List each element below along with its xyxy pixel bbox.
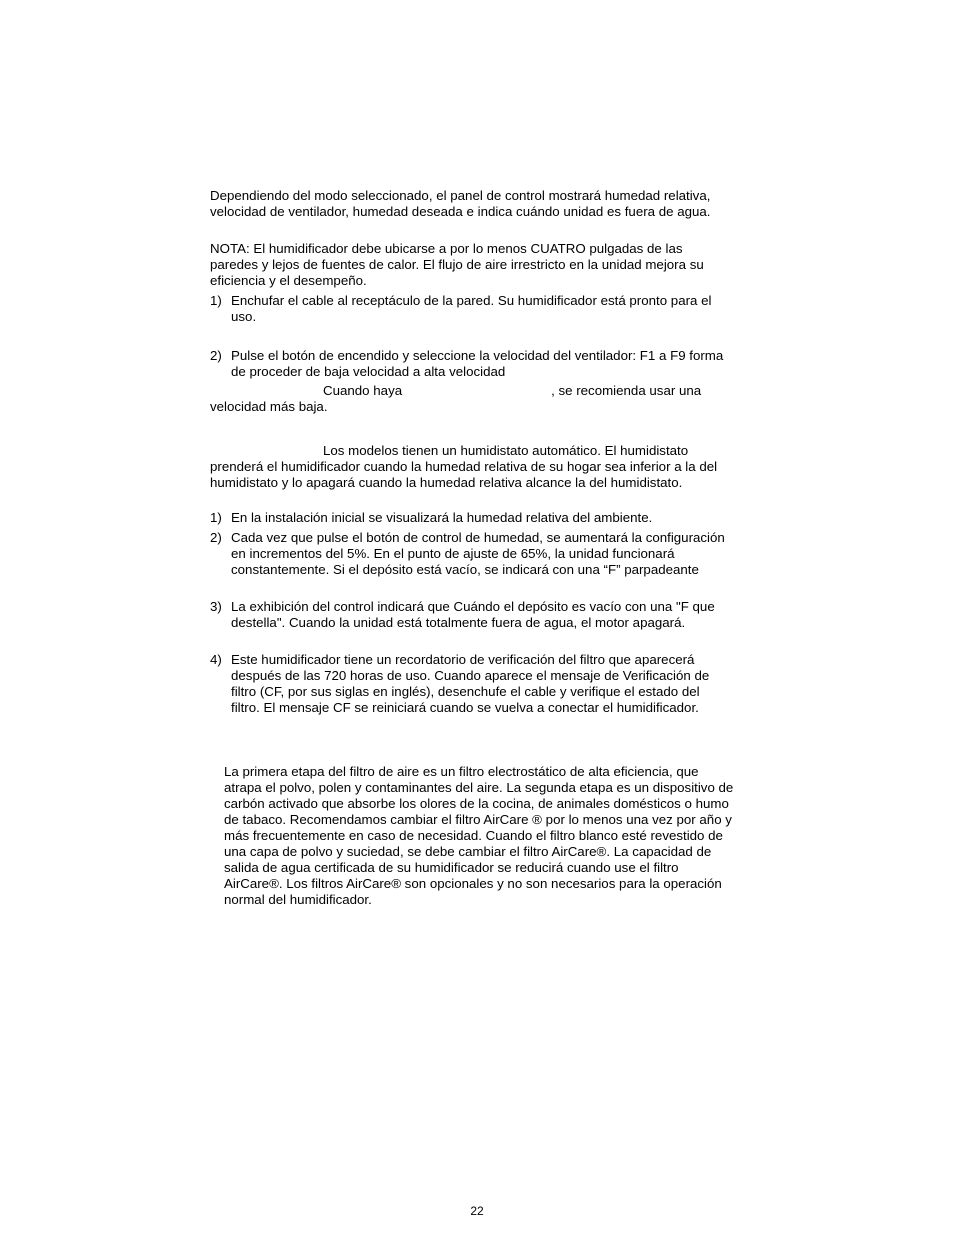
step-number: 2) bbox=[210, 530, 222, 545]
placement-note-paragraph: NOTA: El humidificador debe ubicarse a por lo menos CUATRO pulgadas de las paredes y lejos de fuentes de calor. El flujo de aire irrestricto en la unidad mejora su eficiencia y el desempeño. bbox=[210, 241, 704, 288]
step-text: Este humidificador tiene un recordatorio de verificación del filtro que aparecerá después de las 720 horas de uso. Cuando aparece el mensaje de Verificación de filtro (CF, por sus siglas en inglés), desenchufe el cable y verifique el estado del filtro. El mensaje CF se reiniciará cuando se vuelva a conectar el humidificador. bbox=[231, 652, 710, 715]
step-text: La exhibición del control indicará que Cuándo el depósito es vacío con una "F que destella". Cuando la unidad está totalmente fuera de agua, el motor apagará. bbox=[231, 599, 715, 630]
low-speed-note-part2: , se recomienda usar una bbox=[551, 383, 702, 398]
step-number: 2) bbox=[210, 348, 222, 363]
step-number: 3) bbox=[210, 599, 222, 614]
page-number: 22 bbox=[470, 1204, 484, 1218]
humidistat-step-4 bbox=[210, 652, 730, 716]
low-speed-note-part3: velocidad más baja. bbox=[210, 399, 328, 414]
operation-step-1 bbox=[210, 293, 730, 325]
step-number: 1) bbox=[210, 293, 222, 308]
humidistat-intro-paragraph bbox=[210, 443, 730, 491]
step-number: 4) bbox=[210, 652, 222, 667]
humidistat-step-3 bbox=[210, 599, 730, 631]
low-speed-note-part1: Cuando haya bbox=[323, 383, 403, 398]
step-number: 1) bbox=[210, 510, 222, 525]
step-text: Pulse el botón de encendido y seleccione la velocidad del ventilador: F1 a F9 forma de proceder de baja velocidad a alta velocidad bbox=[231, 348, 724, 379]
humidistat-step-2 bbox=[210, 530, 730, 578]
step-text: Enchufar el cable al receptáculo de la pared. Su humidificador está pronto para el uso. bbox=[231, 293, 712, 324]
humidistat-intro-first-line: Los modelos tienen un humidistato automático. El humidistato bbox=[323, 443, 689, 458]
humidistat-intro-rest: prenderá el humidificador cuando la humedad relativa de su hogar sea inferior a la del humidistato y lo apagará cuando la humedad relativa alcance la del humidistato. bbox=[210, 459, 718, 490]
humidistat-step-1 bbox=[210, 510, 730, 526]
operation-step-2 bbox=[210, 348, 730, 380]
step-text: Cada vez que pulse el botón de control de humedad, se aumentará la configuración en incrementos del 5%. En el punto de ajuste de 65%, la unidad funcionará constantemente. Si el depósito está vacío, se indicará con una “F” parpadeante bbox=[231, 530, 725, 577]
step-text: En la instalación inicial se visualizará la humedad relativa del ambiente. bbox=[231, 510, 653, 525]
filter-paragraph: La primera etapa del filtro de aire es un filtro electrostático de alta eficiencia, que atrapa el polvo, polen y contaminantes del aire. La segunda etapa es un dispositivo de carbón activado que absorbe los olores de la cocina, de animales domésticos o humo de tabaco. Recomendamos cambiar el filtro AirCare ® por lo menos una vez por año y más frecuentemente en caso de necesidad. Cuando el filtro blanco esté revestido de una capa de polvo y suciedad, se debe cambiar el filtro AirCare®. La capacidad de salida de agua certificada de su humidificador se reducirá cuando use el filtro AirCare®. Los filtros AirCare® son opcionales y no son necesarios para la operación normal del humidificador. bbox=[224, 764, 734, 907]
low-speed-note bbox=[210, 383, 730, 415]
display-description-paragraph: Dependiendo del modo seleccionado, el panel de control mostrará humedad relativa, velocidad de ventilador, humedad deseada e indica cuándo unidad es fuera de agua. bbox=[210, 188, 711, 219]
